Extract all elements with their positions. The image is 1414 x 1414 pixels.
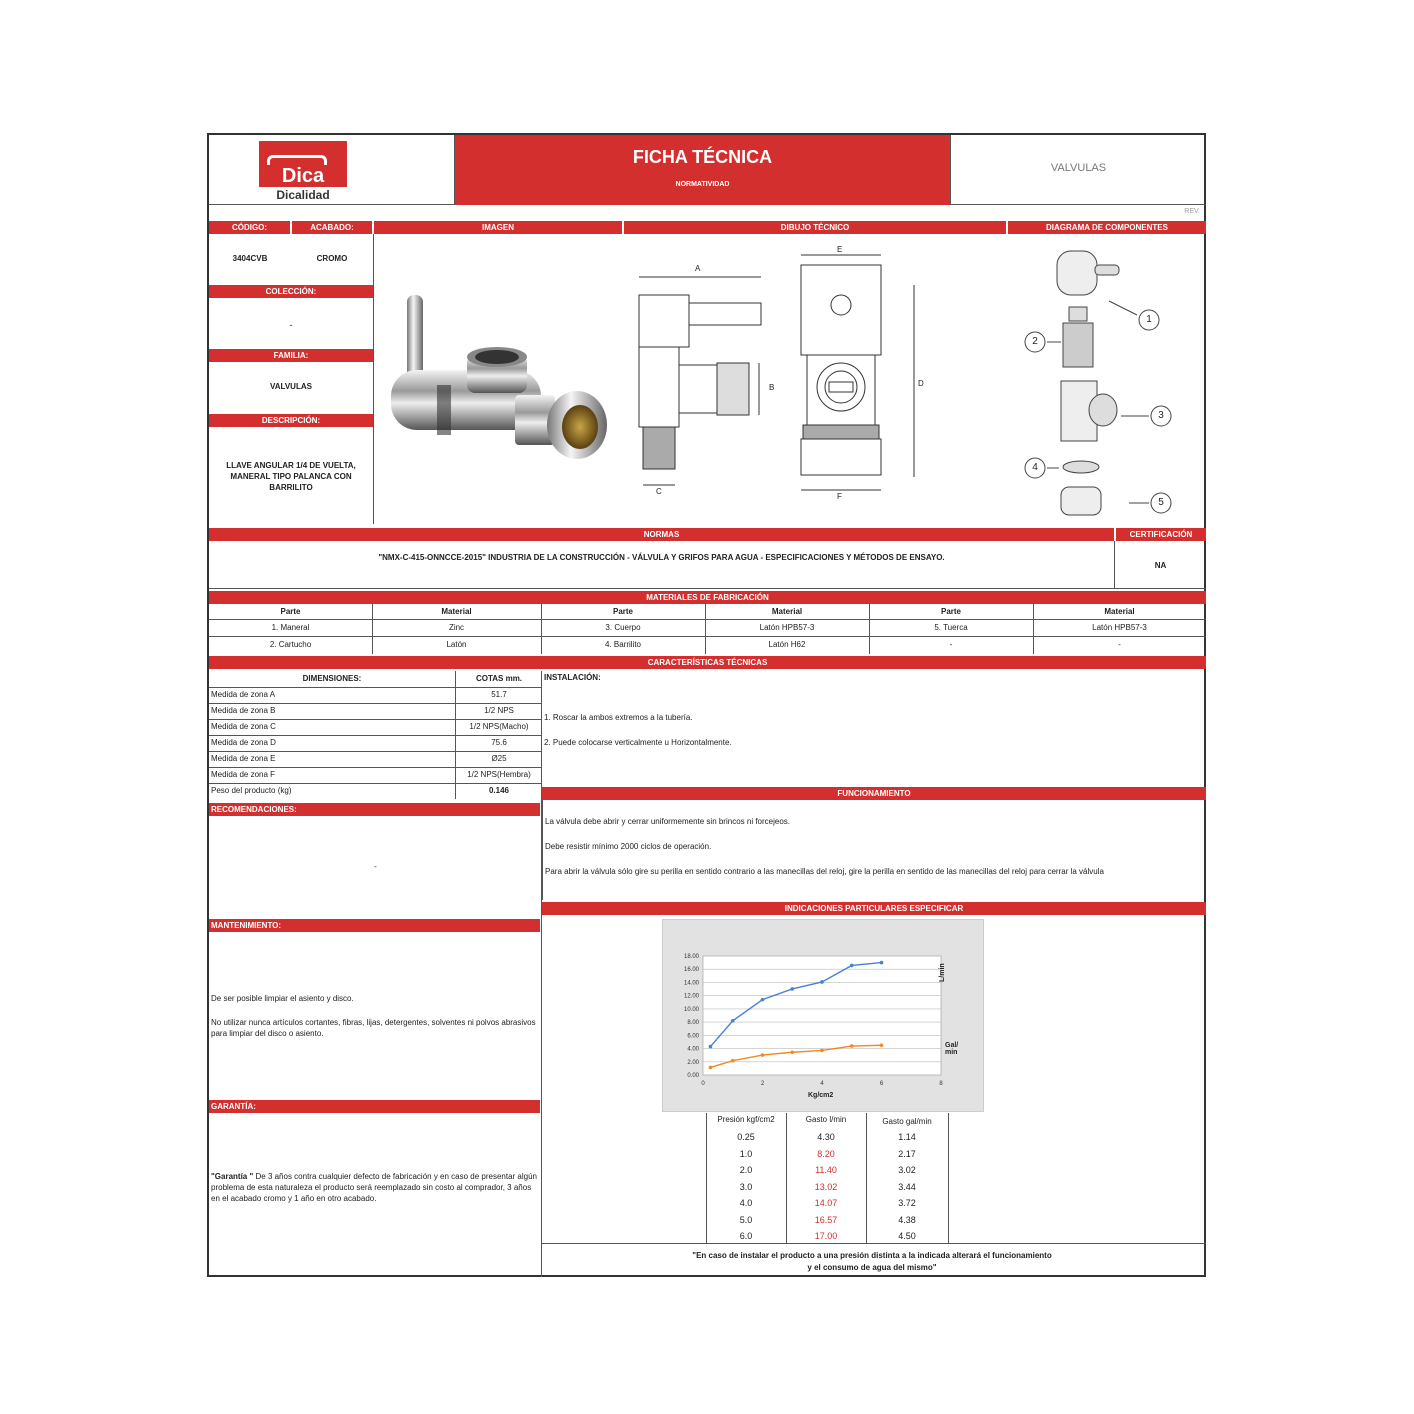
footnote-cell [542, 1243, 1206, 1277]
dim-header-left: DIMENSIONES: [302, 674, 362, 683]
mat-cell: 5. Tuerca [934, 623, 968, 632]
drawing-label-c: C [656, 487, 662, 496]
chart-point-series-2 [709, 1066, 713, 1070]
mat-cell: 3. Cuerpo [605, 623, 641, 632]
pressure-cell: 4.50 [898, 1231, 916, 1241]
chart-y-tick-label: 12.00 [683, 993, 699, 1000]
chart-x-tick-label: 2 [760, 1081, 765, 1087]
chart-point-series-2 [790, 1050, 794, 1054]
mat-cell: Latón HPB57-3 [759, 623, 815, 632]
technical-drawing [629, 245, 929, 505]
chart-y-tick-label: 0.00 [687, 1073, 699, 1079]
coleccion-header: COLECCIÓN: [209, 285, 373, 298]
technical-sheet [207, 133, 1206, 1277]
mat-cell: - [1118, 640, 1121, 649]
mat-header-parte-2: Parte [612, 607, 633, 616]
chart-point-series-1 [880, 961, 884, 965]
dim-header-right: COTAS mm. [455, 671, 542, 687]
dibujo-header: DIBUJO TÉCNICO [624, 221, 1006, 234]
familia-value: VALVULAS [270, 382, 312, 391]
page-subtitle: NORMATIVIDAD [675, 181, 730, 188]
chart-plot-area [703, 956, 941, 1075]
dim-label: Medida de zona C [211, 722, 276, 731]
category-cell [950, 135, 1206, 205]
pressure-cell: 3.0 [739, 1182, 753, 1192]
mantenimiento-p2: No utilizar nunca artículos cortantes, fibras, lijas, detergentes, solventes ni polvos abrasivos para limpiar del disco o asiento. [211, 1018, 536, 1038]
caracteristicas-header: CARACTERÍSTICAS TÉCNICAS [209, 656, 1206, 669]
instalacion-step-2: 2. Puede colocarse verticalmente u Horizontalmente. [544, 738, 732, 747]
flow-chart [662, 919, 984, 1112]
mat-cell: 4. Barrilito [604, 640, 641, 649]
component-label-5: 5 [1158, 497, 1164, 508]
chart-ylabel-series2: Gal/ min [945, 1042, 959, 1056]
pressure-header-galmin: Gasto gal/min [882, 1117, 932, 1126]
materiales-table [209, 604, 1206, 654]
mat-cell: Latón HPB57-3 [1092, 623, 1147, 632]
chart-point-series-2 [850, 1044, 854, 1048]
pressure-cell: 3.72 [898, 1198, 916, 1208]
dim-label: Medida de zona E [211, 754, 276, 763]
chart-point-series-2 [820, 1049, 824, 1053]
chart-y-tick-label: 14.00 [683, 980, 699, 987]
mat-header-material-2: Material [771, 607, 803, 616]
dim-label: Peso del producto (kg) [211, 786, 292, 795]
mat-cell: - [949, 640, 953, 649]
mat-cell: Latón H62 [768, 640, 806, 649]
funcionamiento-p3: Para abrir la válvula sólo gire su perilla en sentido contrario a las manecillas del reloj, gire la perilla en sentido de las manecillas del reloj para cerrar la válvula [545, 867, 1104, 876]
revision-label: REV. [1184, 208, 1200, 215]
brand-name: Dica [281, 165, 325, 187]
chart-point-series-2 [880, 1043, 884, 1047]
instalacion-title: INSTALACIÓN: [544, 673, 601, 682]
info-column [209, 234, 374, 524]
diagrama-header: DIAGRAMA DE COMPONENTES [1008, 221, 1206, 234]
column-divider [541, 671, 542, 1277]
chart-point-series-1 [790, 987, 794, 991]
chart-x-tick-label: 8 [939, 1081, 943, 1087]
garantia-section [209, 1113, 542, 1277]
pressure-cell: 4.38 [898, 1215, 916, 1225]
drawing-label-b: B [769, 383, 775, 392]
component-label-4: 4 [1032, 462, 1038, 473]
garantia-text [211, 1171, 539, 1204]
mat-header-material-3: Material [1104, 607, 1135, 616]
page-title: FICHA TÉCNICA [632, 147, 773, 167]
mat-header-material-1: Material [441, 607, 472, 616]
certificacion-cell [1114, 541, 1206, 589]
drawing-label-e: E [837, 245, 843, 254]
pressure-cell: 0.25 [737, 1132, 755, 1142]
chart-ylabel-series1: L/min [939, 963, 946, 982]
pressure-cell: 4.0 [739, 1198, 753, 1208]
funcionamiento-p2: Debe resistir mínimo 2000 ciclos de operación. [545, 842, 712, 851]
chart-x-tick-label: 6 [879, 1081, 884, 1087]
component-diagram [1009, 243, 1204, 528]
certificacion-value: NA [1154, 561, 1167, 570]
chart-xlabel: Kg/cm2 [808, 1092, 834, 1099]
component-label-3: 3 [1158, 410, 1164, 421]
pressure-cell: 11.40 [815, 1165, 837, 1175]
pressure-table [706, 1113, 952, 1243]
recomendaciones-header: RECOMENDACIONES: [209, 803, 540, 816]
pressure-header-lmin: Gasto l/min [805, 1115, 847, 1124]
dim-label: Medida de zona D [211, 738, 276, 747]
funcionamiento-header: FUNCIONAMIENTO [542, 787, 1206, 800]
pressure-cell: 5.0 [739, 1215, 753, 1225]
mantenimiento-section [209, 932, 542, 1099]
pressure-cell: 3.02 [898, 1165, 916, 1175]
brand-logo [259, 141, 347, 201]
chart-y-tick-label: 18.00 [683, 954, 699, 960]
pressure-cell: 13.02 [814, 1182, 838, 1192]
mat-cell: 2. Cartucho [269, 640, 312, 649]
chart-y-tick-label: 10.00 [683, 1006, 699, 1013]
imagen-header: IMAGEN [374, 221, 622, 234]
chart-point-series-1 [709, 1045, 713, 1049]
instalacion-section [542, 671, 1206, 787]
dim-value: 0.146 [455, 783, 542, 799]
pressure-header-presion: Presión kgf/cm2 [717, 1115, 775, 1124]
pressure-cell: 6.0 [739, 1231, 753, 1241]
dim-value: 1/2 NPS(Macho) [455, 719, 542, 735]
garantia-label: "Garantía " [211, 1172, 254, 1181]
funcionamiento-p1: La válvula debe abrir y cerrar uniformemente sin brincos ni forcejeos. [545, 817, 791, 826]
component-label-2: 2 [1032, 336, 1038, 347]
instalacion-step-1: 1. Roscar la ambos extremos a la tubería. [544, 713, 693, 722]
dim-label: Medida de zona B [211, 706, 276, 715]
descripcion-header: DESCRIPCIÓN: [209, 414, 373, 427]
acabado-value: CROMO [316, 254, 348, 263]
pressure-cell: 16.57 [814, 1215, 838, 1225]
drawing-label-d: D [918, 379, 924, 388]
pressure-cell: 17.00 [814, 1231, 838, 1241]
dim-label: Medida de zona F [211, 770, 276, 779]
mat-cell: 1. Maneral [271, 623, 310, 632]
dim-value: Ø25 [455, 751, 542, 767]
codigo-value: 3404CVB [232, 254, 268, 263]
dim-value: 1/2 NPS [455, 703, 542, 719]
drawing-label-a: A [695, 264, 701, 273]
normas-header: NORMAS [209, 528, 1114, 541]
pressure-cell: 3.44 [898, 1182, 916, 1192]
brand-tagline: Dicalidad [276, 188, 330, 202]
pressure-cell: 14.07 [814, 1198, 838, 1208]
chart-y-tick-label: 2.00 [687, 1059, 699, 1066]
category-label: VALVULAS [1050, 162, 1107, 174]
component-label-1: 1 [1146, 314, 1152, 325]
indicaciones-header: INDICACIONES PARTICULARES ESPECIFICAR [542, 902, 1206, 915]
mat-header-parte-1: Parte [280, 607, 301, 616]
dim-value: 1/2 NPS(Hembra) [455, 767, 542, 783]
pressure-cell: 4.30 [817, 1132, 835, 1142]
chart-y-tick-label: 6.00 [687, 1033, 699, 1040]
pressure-cell: 2.0 [739, 1165, 753, 1175]
drawing-label-f: F [837, 492, 842, 501]
chart-y-tick-label: 4.00 [687, 1046, 699, 1053]
chart-point-series-1 [731, 1019, 735, 1023]
acabado-header: ACABADO: [292, 221, 372, 234]
recomendaciones-text: - [374, 862, 377, 871]
funcionamiento-section [542, 800, 1206, 900]
recomendaciones-section [209, 816, 542, 916]
descripcion-value: LLAVE ANGULAR 1/4 DE VUELTA, MANERAL TIPO PALANCA CON BARRILITO [226, 461, 356, 492]
product-image [377, 285, 609, 485]
chart-y-tick-label: 16.00 [683, 967, 699, 974]
chart-point-series-1 [761, 998, 765, 1002]
footnote-text: "En caso de instalar el producto a una presión distinta a la indicada alterará el funcionamiento y el consumo de agua del mismo" [692, 1251, 1052, 1272]
logo-cell [209, 135, 455, 205]
garantia-body: De 3 años contra cualquier defecto de fabricación y en caso de presentar algún problema de esta naturaleza el producto será reemplazado sin costo al comprador, 3 años en el acabado cromo y 1 año en otro acabado. [211, 1172, 537, 1203]
pressure-cell: 1.0 [739, 1149, 753, 1159]
certificacion-header: CERTIFICACIÓN [1116, 528, 1206, 541]
dim-value: 51.7 [455, 687, 542, 703]
mat-cell: Latón [446, 640, 467, 649]
dim-value: 75.6 [455, 735, 542, 751]
chart-x-tick-label: 0 [701, 1081, 705, 1087]
normas-text: "NMX-C-415-ONNCCE-2015" INDUSTRIA DE LA CONSTRUCCIÓN - VÁLVULA Y GRIFOS PARA AGUA - ESPECIFICACIONES Y MÉTODOS DE ENSAYO. [378, 553, 945, 562]
dimensions-table [209, 671, 542, 803]
flow-chart-svg [663, 920, 985, 1113]
garantia-header: GARANTÍA: [209, 1100, 540, 1113]
chart-point-series-2 [731, 1059, 735, 1063]
familia-header: FAMILIA: [209, 349, 373, 362]
coleccion-value: - [289, 320, 293, 330]
pressure-cell: 1.14 [898, 1132, 916, 1142]
mantenimiento-header: MANTENIMIENTO: [209, 919, 540, 932]
mat-cell: Zinc [448, 623, 465, 632]
mat-header-parte-3: Parte [940, 607, 961, 616]
codigo-header: CÓDIGO: [209, 221, 290, 234]
mantenimiento-p1: De ser posible limpiar el asiento y disco. [211, 994, 354, 1003]
chart-point-series-1 [850, 964, 854, 968]
normas-cell [209, 541, 1114, 589]
pressure-cell: 8.20 [817, 1149, 835, 1159]
title-cell [455, 135, 950, 205]
dim-label: Medida de zona A [211, 690, 276, 699]
chart-point-series-1 [820, 980, 824, 984]
chart-x-tick-label: 4 [820, 1081, 824, 1087]
materiales-header: MATERIALES DE FABRICACIÓN [209, 591, 1206, 604]
pressure-cell: 2.17 [898, 1149, 916, 1159]
chart-point-series-2 [761, 1053, 765, 1057]
chart-y-tick-label: 8.00 [687, 1020, 699, 1027]
